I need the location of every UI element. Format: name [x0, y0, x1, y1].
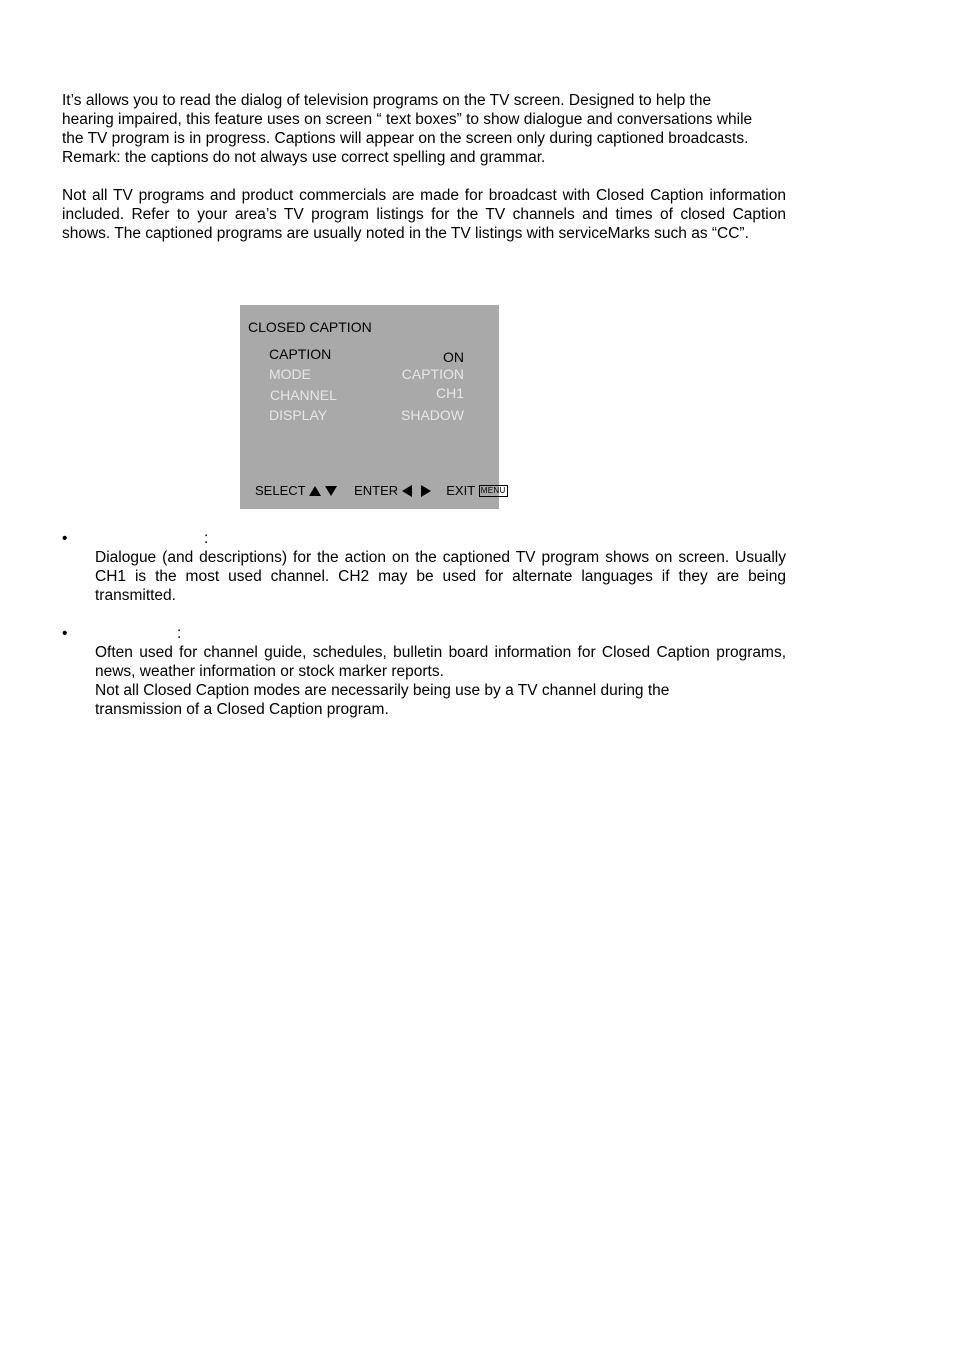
listing-paragraph: Not all TV programs and product commercials are made for broadcast with Closed Caption information included. Refer to your area’s TV program listings for the TV channels and times of closed Caption shows. The captioned programs are usually noted in the TV listings with serviceMarks such as “CC”. [62, 187, 786, 242]
remark-text: Remark: the captions do not always use correct spelling and grammar. [62, 149, 546, 166]
arrow-left-icon [402, 485, 412, 497]
arrow-right-icon [421, 485, 431, 497]
bullet-text: Dialogue (and descriptions) for the action on the captioned TV program shows on screen. Usually CH1 is the most used channel. CH2 may be used for alternate languages if they are being transmitted. [95, 549, 786, 604]
arrow-up-icon [309, 486, 321, 496]
bullet-colon: : [204, 530, 209, 547]
bullet-text: Not all Closed Caption modes are necessarily being use by a TV channel during the transmission of a Closed Caption program. [95, 682, 670, 718]
bullet-item [62, 624, 786, 719]
bullet-marker: • [62, 530, 68, 547]
osd-row-label: CAPTION [269, 346, 332, 362]
bullet-item [62, 529, 786, 605]
select-label: SELECT [255, 483, 306, 499]
bullet-colon: : [177, 625, 182, 642]
osd-row-caption[interactable] [269, 345, 464, 363]
mode-descriptions [62, 529, 786, 719]
osd-row-channel[interactable] [269, 386, 464, 404]
bullet-text: Often used for channel guide, schedules, bulletin board information for Closed Caption programs, news, weather information or stock marker reports. [95, 644, 786, 680]
osd-row-mode[interactable] [269, 365, 464, 383]
arrow-down-icon [325, 486, 337, 496]
closed-caption-osd-menu [240, 305, 506, 509]
osd-row-value: SHADOW [401, 407, 464, 423]
osd-row-label: CHANNEL [270, 387, 337, 403]
exit-label: EXIT [446, 483, 476, 499]
intro-paragraph: It’s allows you to read the dialog of television programs on the TV screen. Designed to help the hearing impaired, this feature uses on screen “ text boxes” to show dialogue and conversations while the TV program is in progress. Captions will appear on the screen only during captioned broadcasts. [62, 92, 753, 147]
osd-row-display[interactable] [269, 406, 464, 424]
osd-row-label: DISPLAY [269, 407, 328, 423]
enter-label: ENTER [354, 483, 399, 499]
osd-row-value: ON [443, 349, 464, 365]
menu-key-icon: MENU [480, 485, 506, 495]
intro-section [62, 91, 786, 243]
osd-row-value: CAPTION [401, 366, 464, 382]
osd-row-label: MODE [269, 366, 311, 382]
bullet-marker: • [62, 625, 68, 642]
osd-title: CLOSED CAPTION [248, 319, 372, 335]
osd-row-value: CH1 [435, 385, 464, 401]
osd-footer [255, 480, 508, 500]
